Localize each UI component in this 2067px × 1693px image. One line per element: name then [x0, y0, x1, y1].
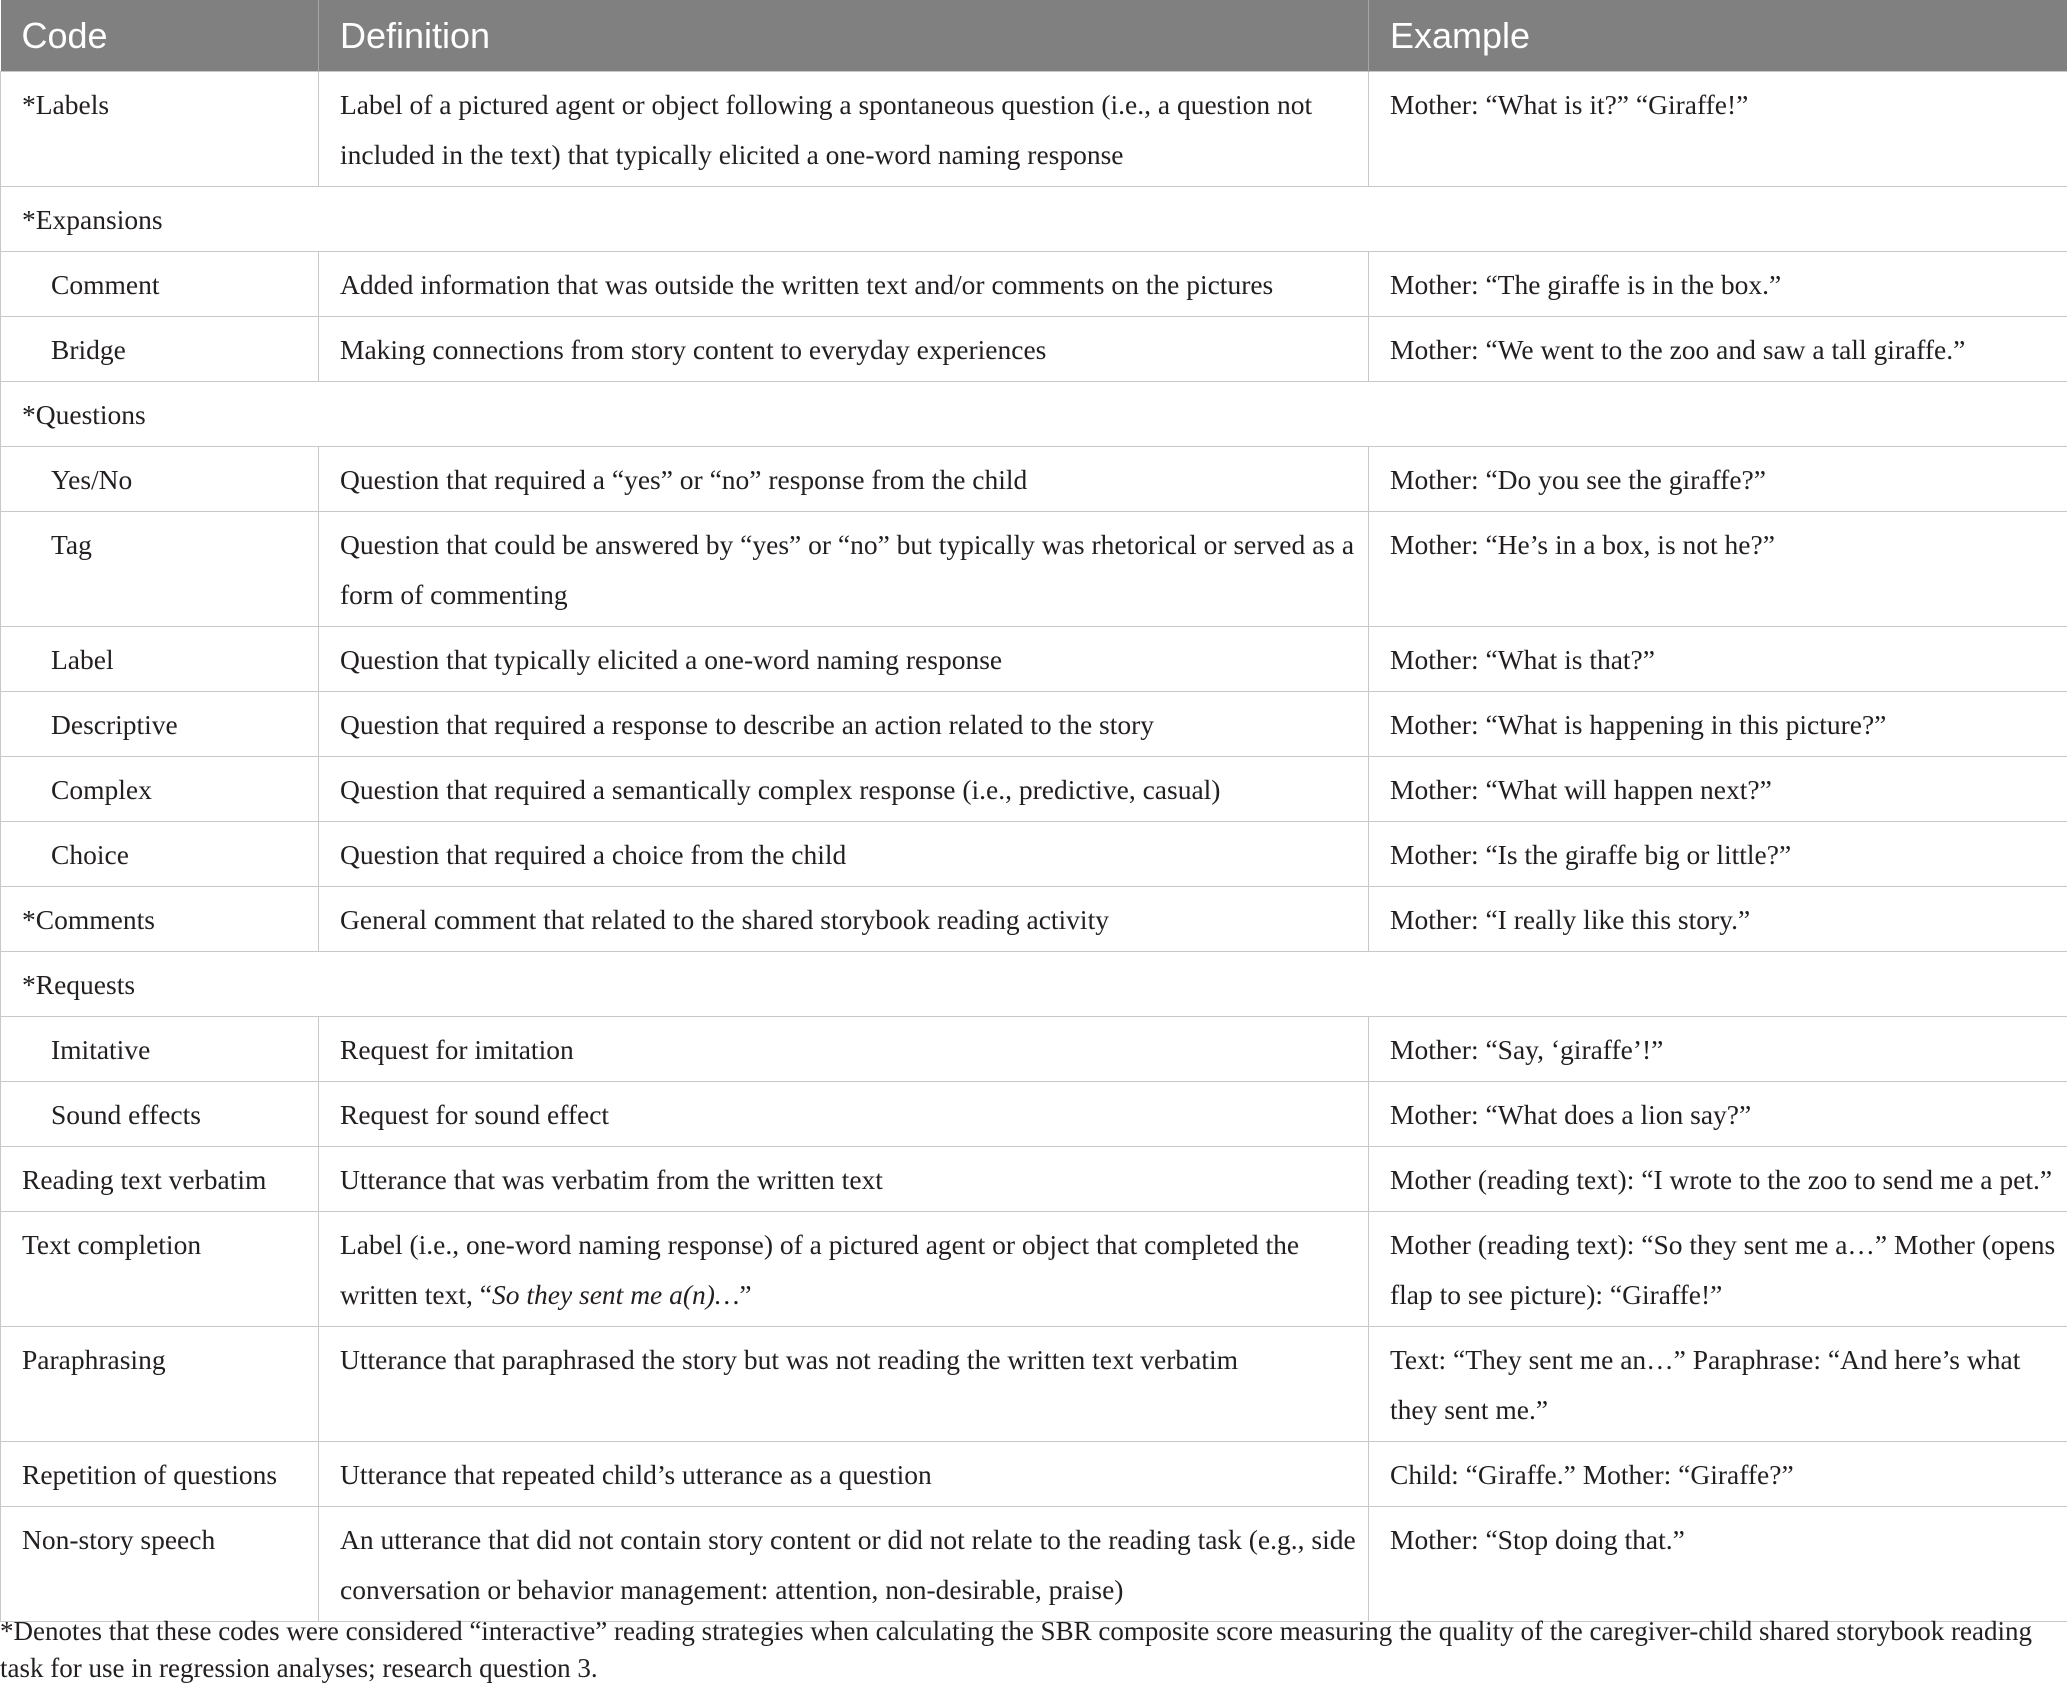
- code-cell: Sound effects: [1, 1082, 319, 1147]
- example-cell: Child: “Giraffe.” Mother: “Giraffe?”: [1369, 1442, 2067, 1507]
- definition-cell: An utterance that did not contain story content or did not relate to the reading task (e.g., side conversation or behavior management: attention, non-desirable, praise): [319, 1507, 1369, 1622]
- definition-cell: Question that typically elicited a one-word naming response: [319, 627, 1369, 692]
- code-cell: Yes/No: [1, 447, 319, 512]
- table-row: [1, 1082, 2067, 1147]
- table-row: [1, 757, 2067, 822]
- header-example: Example: [1369, 0, 2067, 72]
- table-row: [1, 887, 2067, 952]
- example-cell: Mother: “Is the giraffe big or little?”: [1369, 822, 2067, 887]
- definition-cell: Request for imitation: [319, 1017, 1369, 1082]
- table-row: [1, 512, 2067, 627]
- group-label: *Requests: [1, 952, 2067, 1017]
- group-row: [1, 952, 2067, 1017]
- table-row: [1, 822, 2067, 887]
- example-cell: Mother: “He’s in a box, is not he?”: [1369, 512, 2067, 627]
- definition-cell: Question that could be answered by “yes” or “no” but typically was rhetorical or served as a form of commenting: [319, 512, 1369, 627]
- table-footnote: *Denotes that these codes were considered “interactive” reading strategies when calculating the SBR composite score measuring the quality of the caregiver-child shared storybook reading task for use in regression analyses; research question 3.: [0, 1616, 2032, 1683]
- definition-cell: Utterance that repeated child’s utterance as a question: [319, 1442, 1369, 1507]
- definition-cell: Utterance that was verbatim from the written text: [319, 1147, 1369, 1212]
- definition-cell: Request for sound effect: [319, 1082, 1369, 1147]
- example-cell: Mother (reading text): “So they sent me a…” Mother (opens flap to see picture): “Giraffe!”: [1369, 1212, 2067, 1327]
- table-row: [1, 317, 2067, 382]
- definition-cell: Question that required a response to describe an action related to the story: [319, 692, 1369, 757]
- definition-cell: Added information that was outside the written text and/or comments on the pictures: [319, 252, 1369, 317]
- group-row: [1, 382, 2067, 447]
- example-cell: Mother: “We went to the zoo and saw a tall giraffe.”: [1369, 317, 2067, 382]
- code-cell: Non-story speech: [1, 1507, 319, 1622]
- code-cell: Bridge: [1, 317, 319, 382]
- table-row: [1, 447, 2067, 512]
- table-row: [1, 1147, 2067, 1212]
- definition-cell: Question that required a “yes” or “no” response from the child: [319, 447, 1369, 512]
- example-cell: Mother: “I really like this story.”: [1369, 887, 2067, 952]
- header-definition: Definition: [319, 0, 1369, 72]
- definition-text: Label (i.e., one-word naming response) of a pictured agent or object that completed the written text, “: [340, 1229, 1300, 1310]
- example-cell: Mother: “What will happen next?”: [1369, 757, 2067, 822]
- code-cell: Comment: [1, 252, 319, 317]
- definition-text-end: ”: [739, 1279, 752, 1310]
- code-cell: Repetition of questions: [1, 1442, 319, 1507]
- header-code: Code: [1, 0, 319, 72]
- table-row: [1, 72, 2067, 187]
- table-row: [1, 252, 2067, 317]
- code-cell: Label: [1, 627, 319, 692]
- example-cell: Mother: “What is happening in this picture?”: [1369, 692, 2067, 757]
- example-cell: Mother: “What is it?” “Giraffe!”: [1369, 72, 2067, 187]
- code-cell: Paraphrasing: [1, 1327, 319, 1442]
- example-cell: Mother: “Stop doing that.”: [1369, 1507, 2067, 1622]
- code-cell: *Labels: [1, 72, 319, 187]
- code-cell: Tag: [1, 512, 319, 627]
- code-cell: Choice: [1, 822, 319, 887]
- code-cell: *Comments: [1, 887, 319, 952]
- example-cell: Mother (reading text): “I wrote to the zoo to send me a pet.”: [1369, 1147, 2067, 1212]
- table-row: [1, 692, 2067, 757]
- header-row: [1, 0, 2067, 72]
- example-cell: Mother: “Do you see the giraffe?”: [1369, 447, 2067, 512]
- code-cell: Text completion: [1, 1212, 319, 1327]
- table-row: [1, 1442, 2067, 1507]
- definition-cell: Question that required a choice from the child: [319, 822, 1369, 887]
- example-cell: Mother: “What does a lion say?”: [1369, 1082, 2067, 1147]
- definition-cell: Utterance that paraphrased the story but was not reading the written text verbatim: [319, 1327, 1369, 1442]
- definition-cell: [319, 1212, 1369, 1327]
- code-cell: Complex: [1, 757, 319, 822]
- definition-cell: General comment that related to the shared storybook reading activity: [319, 887, 1369, 952]
- table-body: [1, 72, 2067, 1622]
- definition-cell: Making connections from story content to everyday experiences: [319, 317, 1369, 382]
- table-row: [1, 1017, 2067, 1082]
- definition-cell: Question that required a semantically complex response (i.e., predictive, casual): [319, 757, 1369, 822]
- example-cell: Text: “They sent me an…” Paraphrase: “And here’s what they sent me.”: [1369, 1327, 2067, 1442]
- example-cell: Mother: “Say, ‘giraffe’!”: [1369, 1017, 2067, 1082]
- example-cell: Mother: “The giraffe is in the box.”: [1369, 252, 2067, 317]
- definition-cell: Label of a pictured agent or object following a spontaneous question (i.e., a question not included in the text) that typically elicited a one-word naming response: [319, 72, 1369, 187]
- code-cell: Descriptive: [1, 692, 319, 757]
- code-cell: Imitative: [1, 1017, 319, 1082]
- group-label: *Questions: [1, 382, 2067, 447]
- table-row: [1, 1327, 2067, 1442]
- table-row: [1, 627, 2067, 692]
- example-cell: Mother: “What is that?”: [1369, 627, 2067, 692]
- group-label: *Expansions: [1, 187, 2067, 252]
- code-cell: Reading text verbatim: [1, 1147, 319, 1212]
- quoted-text: So they sent me a(n)…: [491, 1279, 740, 1310]
- table-row: [1, 1507, 2067, 1622]
- group-row: [1, 187, 2067, 252]
- table-row: [1, 1212, 2067, 1327]
